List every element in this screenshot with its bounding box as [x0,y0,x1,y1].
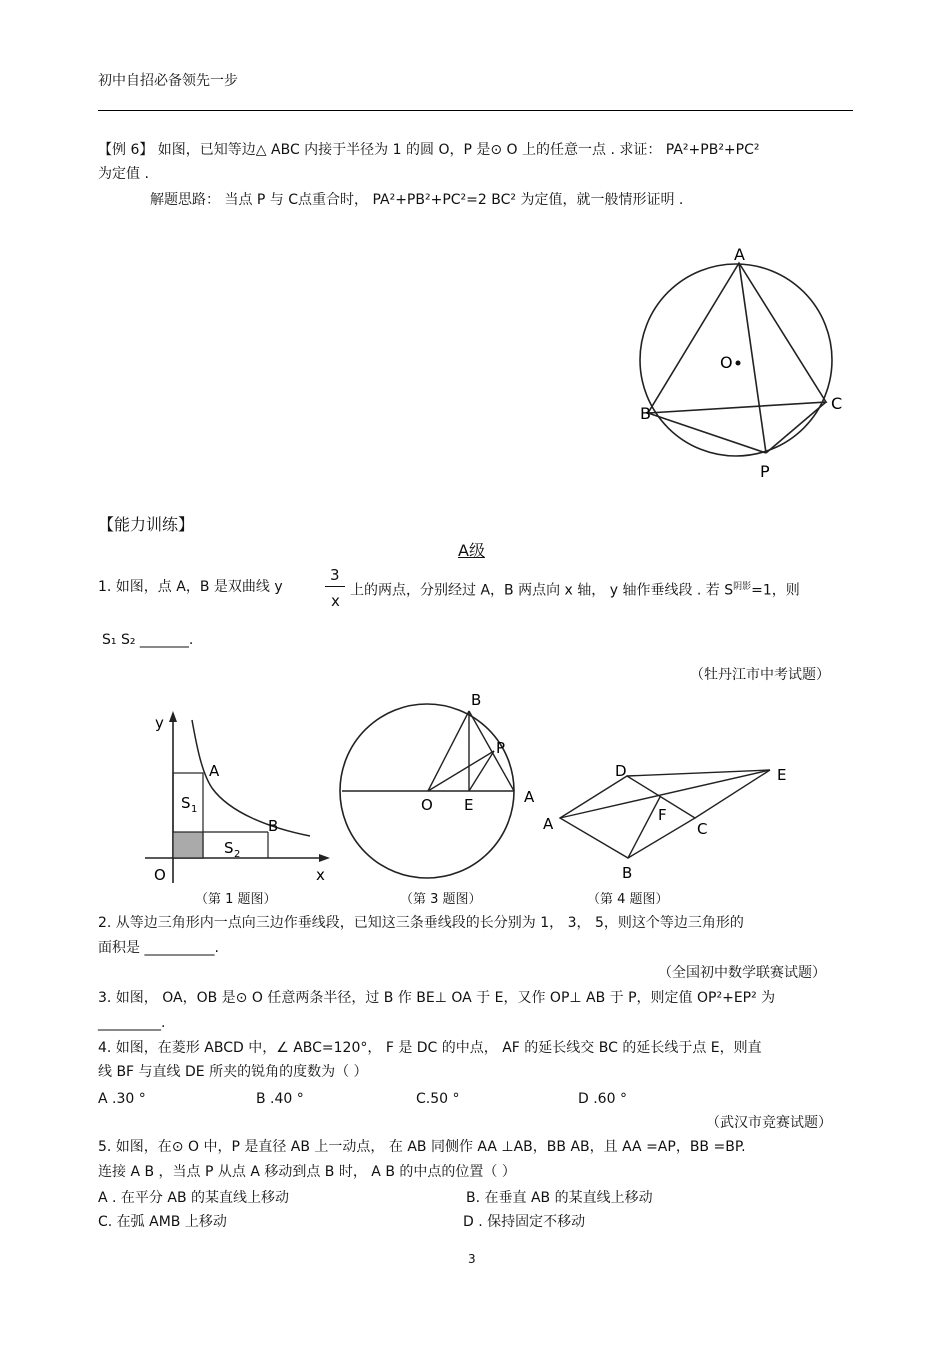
q5-option-c: C. 在弧 AMB 上移动 [98,1214,227,1230]
svg-text:O: O [154,866,166,884]
fig3-caption: （第 3 题图） [400,892,482,907]
svg-text:D: D [615,762,627,780]
section-title: 【能力训练】 [98,515,195,534]
q5-option-b: B. 在垂直 AB 的某直线上移动 [466,1190,653,1206]
q1-shade-sub: 阴影 [733,582,752,592]
svg-text:P: P [496,739,506,757]
svg-text:A: A [524,788,535,806]
q4-option-a: A .30 ° [98,1091,146,1107]
fig4-rhombus [540,758,800,883]
example6-line1: 【例 6】 如图，已知等边△ ABC 内接于半径为 1 的圆 O，P 是⊙ O 上的任意一点 . 求证： PA²+PB²+PC² [98,142,760,158]
q2-line1: 2. 从等边三角形内一点向三边作垂线段，已知这三条垂线段的长分别为 1， 3， 5，则这个等边三角形的 [98,915,744,931]
q1-source: （牡丹江市中考试题） [690,667,830,683]
fig1-caption: （第 1 题图） [195,892,277,907]
fig-label-p: P [760,462,770,481]
svg-text:A: A [543,815,554,833]
svg-text:O: O [421,796,433,814]
page-number: 3 [468,1252,476,1266]
svg-text:B: B [268,817,279,835]
q3-line2: _________. [98,1015,166,1031]
q4-source: （武汉市竞赛试题） [706,1115,832,1131]
svg-text:E: E [464,796,474,814]
q4-option-b: B .40 ° [256,1091,304,1107]
fig-label-b: B [640,404,651,423]
svg-text:1: 1 [191,804,198,815]
svg-text:F: F [658,806,667,824]
example6-figure [630,238,860,488]
fig-label-a: A [734,245,745,264]
q4-option-c: C.50 ° [416,1091,460,1107]
svg-text:E: E [777,766,787,784]
example6-line2: 为定值 . [98,166,149,182]
svg-text:B: B [471,691,482,709]
svg-text:S: S [181,794,191,812]
q4-line1: 4. 如图，在菱形 ABCD 中，∠ ABC=120°， F 是 DC 的中点， AF 的延长线交 BC 的延长线于点 E，则直 [98,1040,762,1056]
header-title: 初中自招必备领先一步 [98,73,238,89]
q4-option-d: D .60 ° [578,1091,627,1107]
fig1-hyperbola [140,708,340,890]
svg-text:A: A [209,762,220,780]
q2-line2: 面积是 __________. [98,940,219,956]
q3-line1: 3. 如图， OA，OB 是⊙ O 任意两条半径，过 B 作 BE⊥ OA 于 E，又作 OP⊥ AB 于 P，则定值 OP²+EP² 为 [98,990,776,1006]
svg-text:S: S [224,839,234,857]
svg-text:y: y [155,714,164,732]
q5-line1: 5. 如图，在⊙ O 中，P 是直径 AB 上一动点， 在 AB 同侧作 AA ⊥AB，BB AB，且 AA =AP，BB =BP. [98,1139,746,1155]
q1-text-a: 1. 如图，点 A，B 是双曲线 y [98,579,283,595]
q5-line2: 连接 A B ，当点 P 从点 A 移动到点 B 时， A B 的中点的位置（ ） [98,1164,516,1180]
fig-label-c: C [831,394,843,413]
svg-text:x: x [316,866,325,884]
svg-text:C: C [697,820,708,838]
q4-line2: 线 BF 与直线 DE 所夹的锐角的度数为（ ） [98,1064,368,1080]
q1-frac-num: 3 [330,566,340,584]
q1-text-b: 上的两点，分别经过 A，B 两点向 x 轴， y 轴作垂线段 . 若 $S^{阴影}=1$，则 [350,582,800,599]
q5-option-a: A . 在平分 AB 的某直线上移动 [98,1190,290,1206]
q2-source: （全国初中数学联赛试题） [658,965,826,981]
q5-option-d: D . 保持固定不移动 [463,1214,586,1230]
q1-frac-bar [325,586,345,587]
grade-label: A级 [458,541,485,560]
svg-text:2: 2 [234,849,241,860]
fig3-circle [338,688,548,888]
fig-label-o: O [720,353,733,372]
example6-hint: 解题思路： 当点 P 与 C点重合时， PA²+PB²+PC²=2 BC² 为定值，就一般情形证明 . [150,192,684,208]
q1-frac-den: x [331,592,340,610]
fig4-caption: （第 4 题图） [587,892,669,907]
q1-line2: S₁ S₂ _______. [102,632,194,648]
header-rule [98,110,853,111]
svg-text:B: B [622,864,633,882]
